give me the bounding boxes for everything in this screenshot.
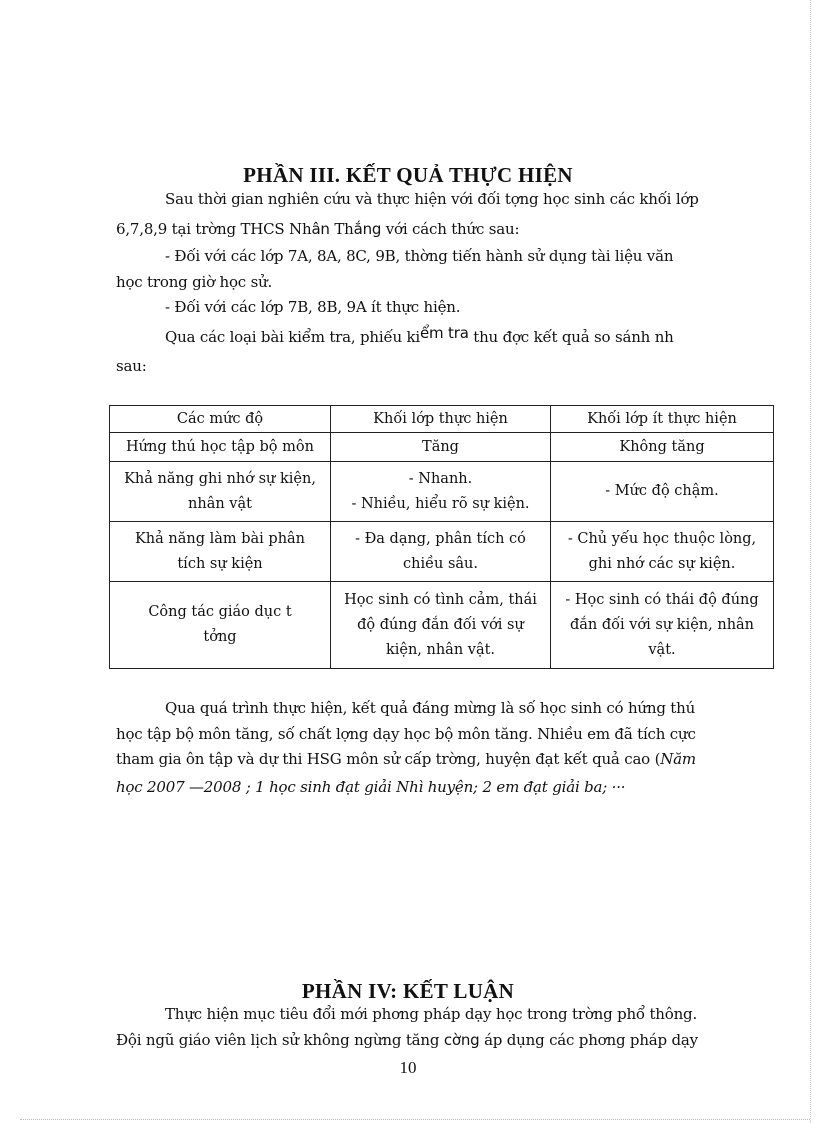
page-border-right (810, 0, 811, 1123)
text-run: 6,7,8,9 tại trờng THCS Nh (116, 220, 312, 238)
results-comparison-table (109, 405, 774, 669)
table-cell (110, 522, 331, 582)
cell-line: Khả năng ghi nhớ sự kiện, (124, 470, 316, 487)
text-run: với cách thức sau: (381, 220, 520, 238)
table-header-cell: Khối lớp thực hiện (331, 406, 551, 433)
text-run: ân (311, 220, 330, 238)
paragraph-line: học trong giờ học sử. (116, 273, 273, 291)
text-run: ắng (353, 220, 382, 238)
paragraph-line: Qua quá trình thực hiện, kết quả đáng mừng là số học sinh có hứng thú (165, 699, 696, 717)
cell-line: Công tác giáo dục t (148, 604, 292, 620)
paragraph-line: - Đối với các lớp 7B, 8B, 9A ít thực hiện. (165, 298, 461, 316)
table-row (110, 462, 774, 522)
cell-line: nhân vật (188, 495, 252, 512)
paragraph-line: học 2007 —2008 ; 1 học sinh đạt giải Nhì huyện; 2 em đạt giải ba; ··· (116, 778, 626, 796)
paragraph-line (116, 1031, 698, 1049)
table-row (110, 433, 774, 462)
cell-line: đắn đối với sự kiện, nhân (569, 616, 755, 633)
paragraph-line: học tập bộ môn tăng, số chất lợng dạy học bộ môn tăng. Nhiều em đã tích cực (116, 725, 696, 743)
paragraph-line: sau: (116, 357, 147, 375)
cell-line: chiều sâu. (403, 555, 478, 572)
text-run: Năm (660, 750, 696, 768)
table-cell (551, 582, 774, 669)
table-cell: Tăng (331, 433, 551, 462)
text-run: ểm tra (420, 324, 469, 342)
table-cell (331, 582, 551, 669)
text-run: áp dụng các phơng pháp dạy (479, 1031, 698, 1049)
paragraph-line (116, 750, 696, 768)
page-number: 10 (399, 1058, 417, 1077)
section-4-heading: PHẦN IV: KẾT LUẬN (301, 979, 515, 1003)
table-cell: Hứng thú học tập bộ môn (110, 433, 331, 462)
table-cell (331, 462, 551, 522)
cell-line: - Đa dạng, phân tích có (355, 530, 526, 547)
cell-line: tởng (203, 629, 237, 645)
cell-line: - Học sinh có thái độ đúng (565, 591, 759, 608)
table-cell (110, 582, 331, 669)
text-run: thu đợc kết quả so sánh nh (468, 328, 674, 346)
text-run: Đội ngũ giáo viên lịch sử không ngừng tăng (116, 1031, 444, 1049)
text-run: tham gia ôn tập và dự thi HSG môn sử cấp trờng, huyện đạt kết quả cao ( (116, 750, 661, 768)
cell-line: - Chủ yếu học thuộc lòng, (567, 530, 757, 547)
cell-line: vật. (648, 641, 676, 658)
section-3-heading: PHẦN III. KẾT QUẢ THỰC HIỆN (243, 163, 573, 187)
cell-line: ghi nhớ các sự kiện. (588, 555, 736, 572)
table-cell (331, 522, 551, 582)
cell-line: kiện, nhân vật. (385, 641, 496, 658)
paragraph-line: - Đối với các lớp 7A, 8A, 8C, 9B, thờng tiến hành sử dụng tài liệu văn (165, 247, 674, 265)
text-run: Th (329, 220, 354, 238)
table-row (110, 582, 774, 669)
paragraph-line (116, 220, 519, 238)
cell-line: - Nhiều, hiểu rõ sự kiện. (351, 495, 530, 512)
table-cell (110, 462, 331, 522)
table-row (110, 522, 774, 582)
table-cell (551, 522, 774, 582)
table-cell: Không tăng (551, 433, 774, 462)
paragraph-line: Thực hiện mục tiêu đổi mới phơng pháp dạy học trong trờng phổ thông. (165, 1005, 698, 1023)
cell-line: độ đúng đắn đối với sự (357, 616, 524, 633)
text-run: Qua các loại bài kiểm tra, phiếu ki (165, 328, 421, 346)
page-border-bottom (20, 1119, 810, 1120)
cell-line: Khả năng làm bài phân (134, 530, 306, 547)
table-cell: - Mức độ chậm. (551, 462, 774, 522)
table-header-cell: Khối lớp ít thực hiện (551, 406, 774, 433)
cell-line: - Nhanh. (408, 470, 473, 487)
paragraph-line (165, 324, 674, 346)
text-run: cờng (443, 1031, 480, 1049)
cell-line: Học sinh có tình cảm, thái (344, 591, 537, 608)
table-header-cell: Các mức độ (110, 406, 331, 433)
paragraph-line: Sau thời gian nghiên cứu và thực hiện với đối tợng học sinh các khối lớp (165, 190, 699, 208)
cell-line: tích sự kiện (177, 555, 263, 572)
table-header-row (110, 406, 774, 433)
